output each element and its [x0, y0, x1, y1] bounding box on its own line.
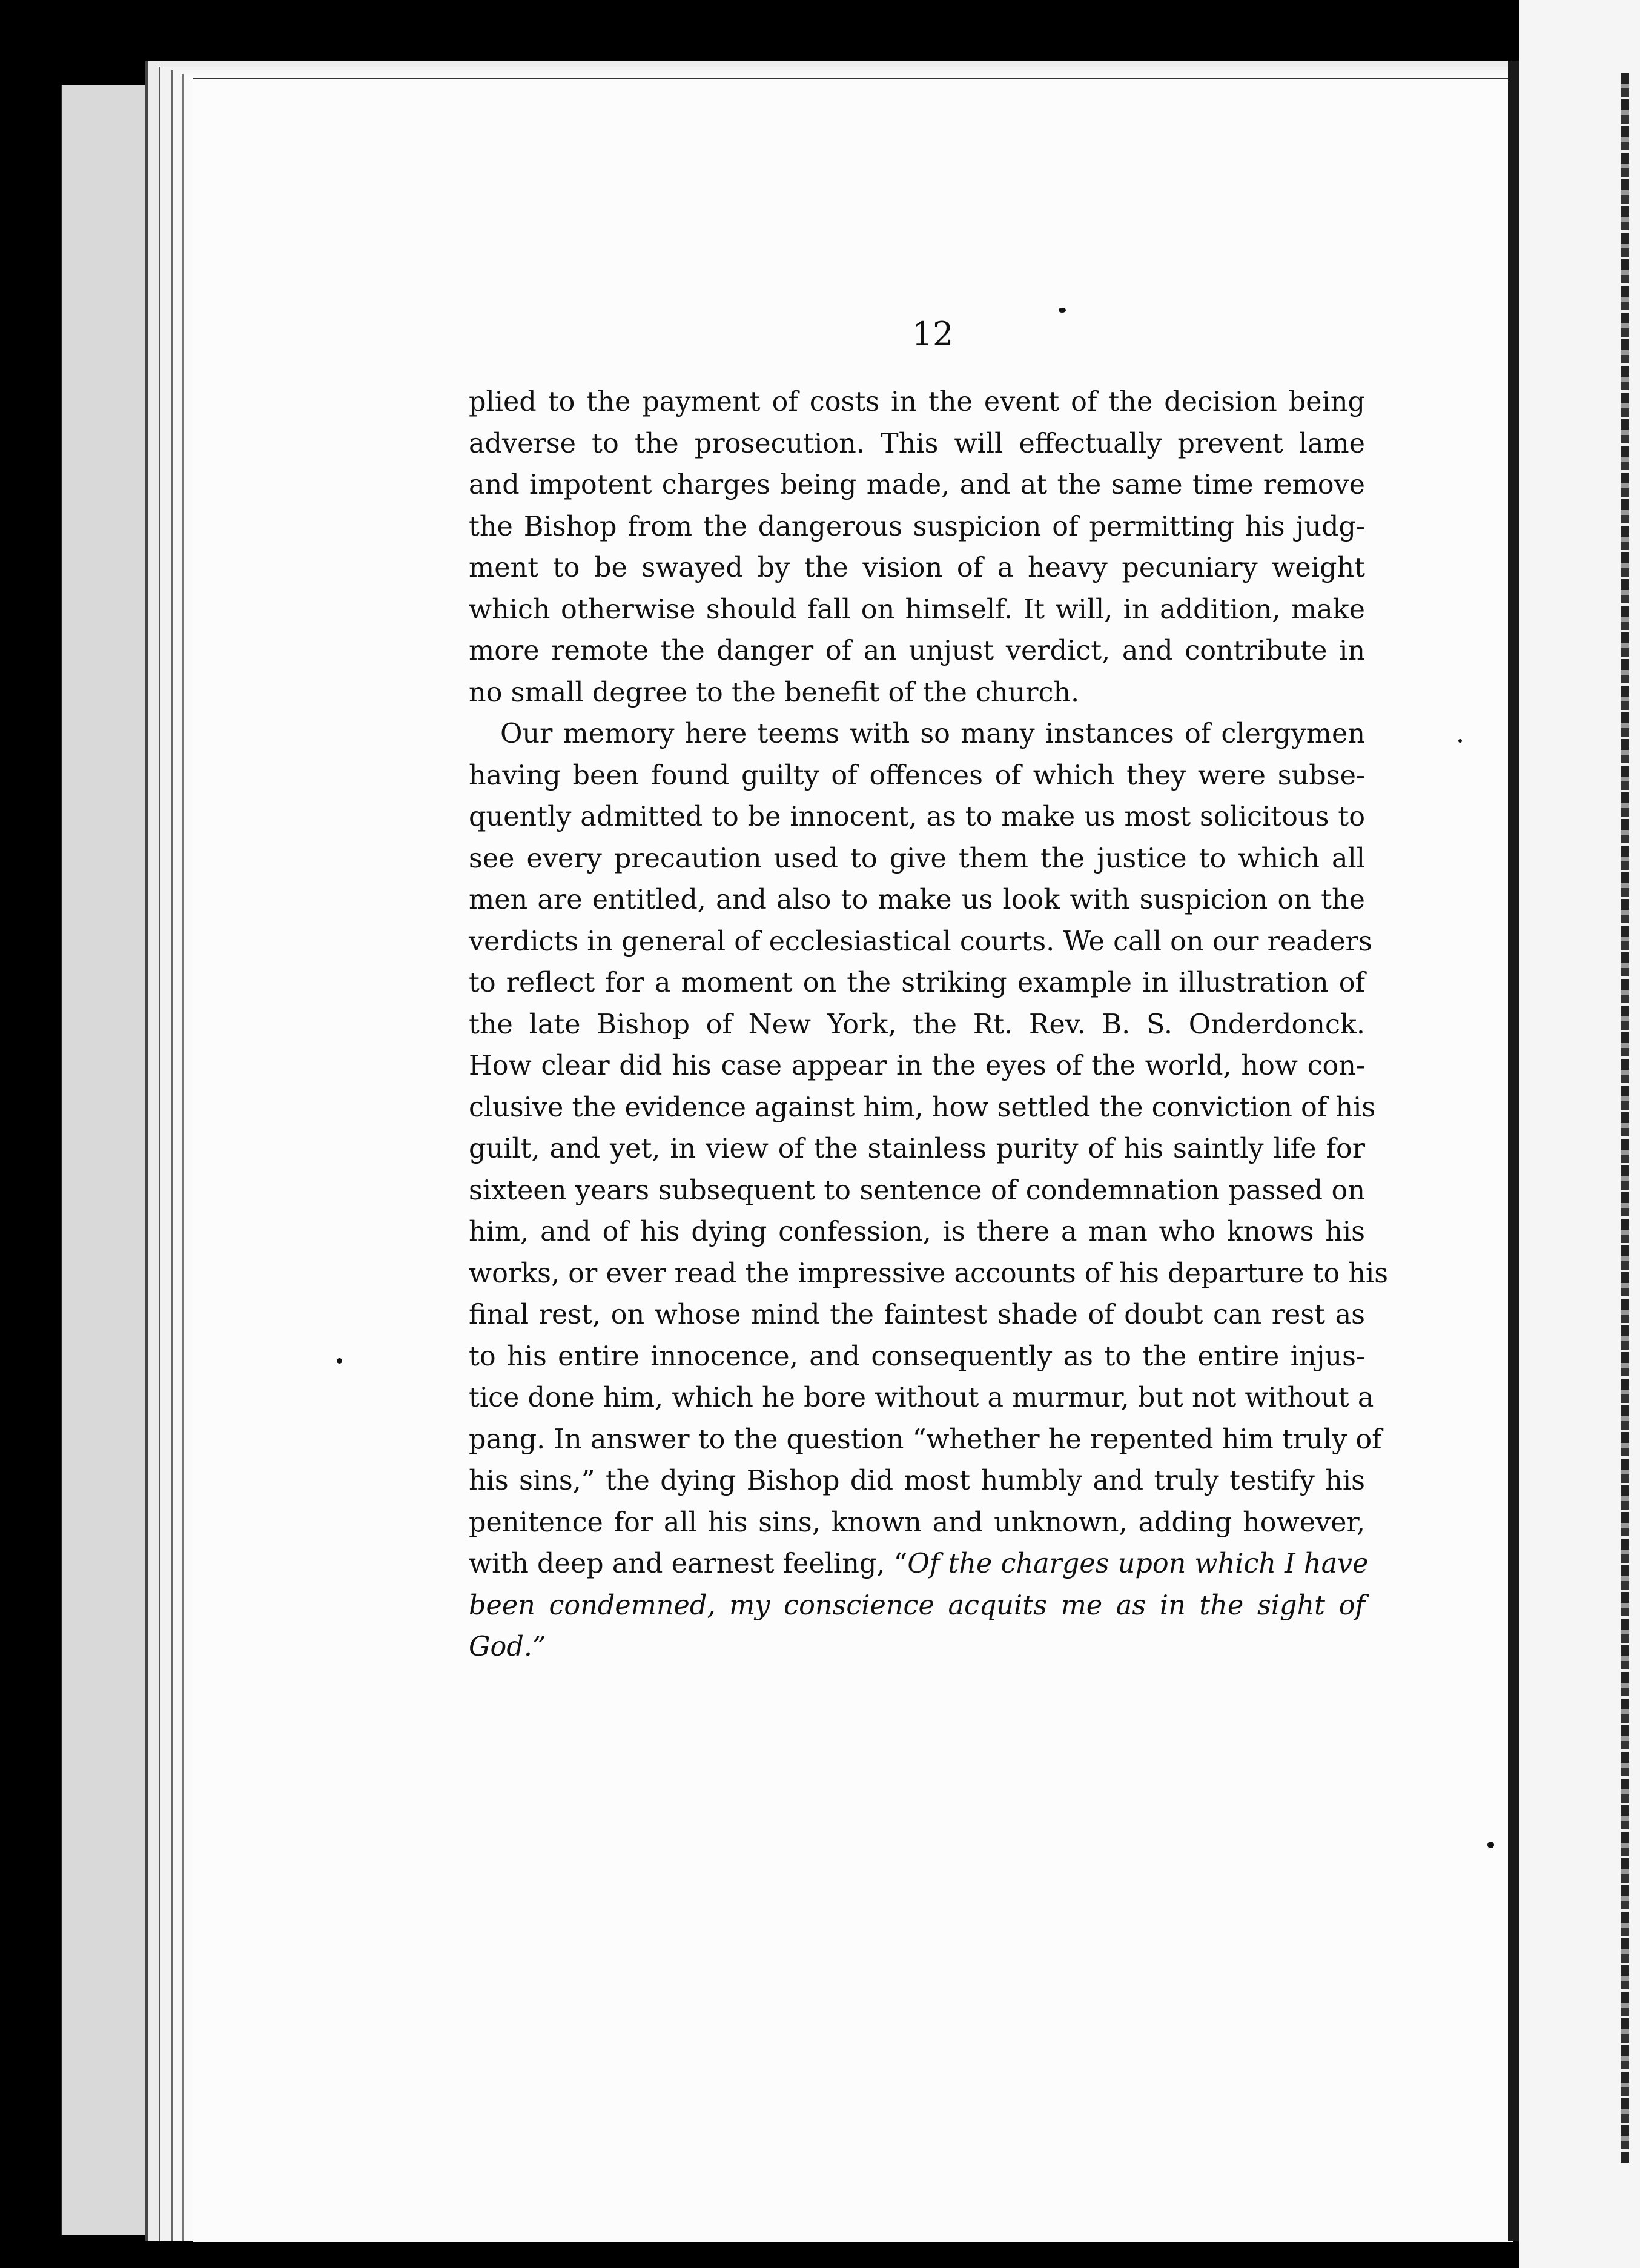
text-line: works, or ever read the impressive accounts of his departure to his — [469, 1258, 1389, 1289]
text-line: the Bishop from the dangerous suspicion of permitting his judg- — [469, 511, 1365, 542]
text-line: clusive the evidence against him, how settled the conviction of his — [469, 1092, 1376, 1123]
text-line: adverse to the prosecution. This will effectually prevent lame — [469, 428, 1365, 459]
text-line: see every precaution used to give them the justice to which all — [469, 843, 1365, 874]
text-line: How clear did his case appear in the eyes of the world, how con- — [469, 1050, 1365, 1081]
text-line: verdicts in general of ecclesiastical courts. We call on our readers — [469, 926, 1372, 957]
text-line: penitence for all his sins, known and unknown, adding however, — [469, 1507, 1365, 1538]
quote-italic: Of the charges upon which I have — [907, 1548, 1369, 1579]
text-line: men are entitled, and also to make us look with suspicion on the — [469, 884, 1365, 915]
page-number: 12 — [911, 315, 954, 353]
text-line: no small degree to the benefit of the church. — [469, 677, 1080, 708]
text-line: pang. In answer to the question “whether he repented him truly of — [469, 1424, 1382, 1455]
text-line: been condemned, my conscience acquits me as in the sight of — [469, 1590, 1365, 1621]
text-line: to reflect for a moment on the striking example in illustration of — [469, 967, 1365, 998]
text-line: quently admitted to be innocent, as to make us most solicitous to — [469, 801, 1365, 832]
text-line: him, and of his dying confession, is there a man who knows his — [469, 1216, 1365, 1247]
text-line: plied to the payment of costs in the event of the decision being — [469, 386, 1365, 417]
right-margin — [1519, 0, 1640, 2268]
text-line: sixteen years subsequent to sentence of condemnation passed on — [469, 1175, 1365, 1206]
text-line: God.” — [469, 1631, 546, 1662]
body-text — [469, 382, 1389, 1668]
paragraph-2 — [469, 714, 1389, 1544]
speck — [337, 1358, 342, 1364]
binding-strip — [1508, 61, 1519, 2241]
quote-lead: with deep and earnest feeling, “ — [469, 1548, 908, 1579]
text-line: ment to be swayed by the vision of a heavy pecuniary weight — [469, 552, 1365, 583]
text-line: to his entire innocence, and consequently as to the entire injus- — [469, 1341, 1365, 1372]
text-line: tice done him, which he bore without a murmur, but not without a — [469, 1382, 1374, 1413]
text-line: more remote the danger of an unjust verdict, and contribute in — [469, 635, 1365, 666]
speck — [1487, 1842, 1494, 1848]
text-line: the late Bishop of New York, the Rt. Rev. B. S. Onderdonck. — [469, 1009, 1365, 1040]
text-line — [469, 1544, 1369, 1585]
binding-speckle — [1621, 73, 1629, 2163]
text-line: Our memory here teems with so many instances of clergymen — [500, 718, 1365, 749]
text-line: guilt, and yet, in view of the stainless purity of his saintly life for — [469, 1133, 1365, 1164]
quote-paragraph-end — [469, 1544, 1369, 1668]
speck — [1059, 308, 1066, 313]
text-line: which otherwise should fall on himself. It will, in addition, make — [469, 594, 1365, 625]
text-line: his sins,” the dying Bishop did most humbly and truly testify his — [469, 1465, 1365, 1496]
paragraph-1 — [469, 382, 1365, 714]
speck — [1458, 739, 1462, 743]
text-line: final rest, on whose mind the faintest shade of doubt can rest as — [469, 1299, 1365, 1330]
text-line: and impotent charges being made, and at the same time remove — [469, 469, 1365, 500]
text-line: having been found guilty of offences of which they were subse- — [469, 760, 1365, 791]
